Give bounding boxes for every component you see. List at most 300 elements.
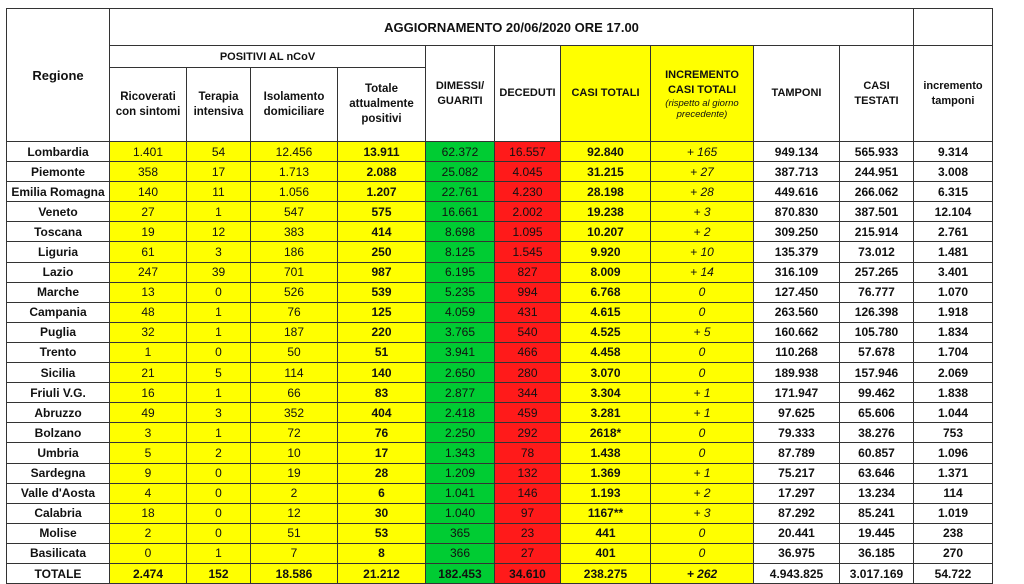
cell-casi-testati: 257.265 <box>840 262 914 282</box>
cell-isolamento: 76 <box>251 302 338 322</box>
cell-incremento-tamponi: 1.019 <box>914 503 993 523</box>
cell-casi-testati: 157.946 <box>840 363 914 383</box>
cell-tamponi: 110.268 <box>754 342 840 362</box>
cell-totale-positivi: 2.088 <box>338 162 426 182</box>
cell-totale-positivi: 539 <box>338 282 426 302</box>
cell-casi-totali: 4.458 <box>561 342 651 362</box>
cell-casi-totali: 6.768 <box>561 282 651 302</box>
cell-ricoverati: 9 <box>110 463 187 483</box>
cell-totale-positivi: 21.212 <box>338 563 426 583</box>
cell-ricoverati: 32 <box>110 322 187 342</box>
cell-deceduti: 2.002 <box>495 202 561 222</box>
table-row <box>7 403 993 423</box>
cell-isolamento: 187 <box>251 322 338 342</box>
cell-regione: Campania <box>7 302 110 322</box>
cell-incremento: + 1 <box>651 403 754 423</box>
cell-deceduti: 466 <box>495 342 561 362</box>
cell-casi-testati: 126.398 <box>840 302 914 322</box>
cell-deceduti: 1.095 <box>495 222 561 242</box>
cell-casi-testati: 60.857 <box>840 443 914 463</box>
table-row <box>7 262 993 282</box>
cell-deceduti: 431 <box>495 302 561 322</box>
cell-dimessi: 22.761 <box>426 182 495 202</box>
cell-casi-totali: 3.281 <box>561 403 651 423</box>
cell-incremento: + 2 <box>651 483 754 503</box>
header-incremento <box>651 46 754 142</box>
cell-totale-positivi: 250 <box>338 242 426 262</box>
cell-terapia: 17 <box>187 162 251 182</box>
cell-incremento-tamponi: 1.481 <box>914 242 993 262</box>
cell-casi-totali: 238.275 <box>561 563 651 583</box>
cell-totale-positivi: 125 <box>338 302 426 322</box>
cell-dimessi: 1.209 <box>426 463 495 483</box>
cell-tamponi: 87.789 <box>754 443 840 463</box>
cell-totale-positivi: 8 <box>338 543 426 563</box>
cell-dimessi: 2.877 <box>426 383 495 403</box>
cell-incremento-tamponi: 3.401 <box>914 262 993 282</box>
cell-terapia: 0 <box>187 523 251 543</box>
cell-regione: Basilicata <box>7 543 110 563</box>
cell-regione: Calabria <box>7 503 110 523</box>
cell-ricoverati: 27 <box>110 202 187 222</box>
cell-isolamento: 12.456 <box>251 142 338 162</box>
cell-casi-testati: 63.646 <box>840 463 914 483</box>
cell-ricoverati: 48 <box>110 302 187 322</box>
cell-terapia: 12 <box>187 222 251 242</box>
cell-ricoverati: 13 <box>110 282 187 302</box>
cell-tamponi: 4.943.825 <box>754 563 840 583</box>
cell-isolamento: 2 <box>251 483 338 503</box>
cell-dimessi: 365 <box>426 523 495 543</box>
cell-totale-positivi: 140 <box>338 363 426 383</box>
cell-totale-positivi: 28 <box>338 463 426 483</box>
header-terapia: Terapia intensiva <box>187 68 251 142</box>
cell-incremento-tamponi: 2.069 <box>914 363 993 383</box>
cell-ricoverati: 0 <box>110 543 187 563</box>
cell-casi-totali: 8.009 <box>561 262 651 282</box>
cell-casi-testati: 99.462 <box>840 383 914 403</box>
cell-casi-totali: 1167** <box>561 503 651 523</box>
cell-deceduti: 16.557 <box>495 142 561 162</box>
table-row <box>7 282 993 302</box>
table-row <box>7 423 993 443</box>
cell-totale-positivi: 13.911 <box>338 142 426 162</box>
cell-casi-totali: 4.525 <box>561 322 651 342</box>
cell-casi-totali: 92.840 <box>561 142 651 162</box>
cell-dimessi: 1.343 <box>426 443 495 463</box>
cell-deceduti: 459 <box>495 403 561 423</box>
cell-tamponi: 449.616 <box>754 182 840 202</box>
cell-incremento-tamponi: 238 <box>914 523 993 543</box>
cell-deceduti: 4.230 <box>495 182 561 202</box>
table-row <box>7 523 993 543</box>
cell-incremento-tamponi: 12.104 <box>914 202 993 222</box>
cell-terapia: 39 <box>187 262 251 282</box>
cell-incremento: + 3 <box>651 202 754 222</box>
cell-terapia: 1 <box>187 322 251 342</box>
table-row <box>7 483 993 503</box>
cell-isolamento: 19 <box>251 463 338 483</box>
cell-tamponi: 75.217 <box>754 463 840 483</box>
cell-tamponi: 87.292 <box>754 503 840 523</box>
cell-isolamento: 50 <box>251 342 338 362</box>
cell-totale-positivi: 53 <box>338 523 426 543</box>
cell-casi-testati: 76.777 <box>840 282 914 302</box>
cell-dimessi: 2.250 <box>426 423 495 443</box>
cell-dimessi: 5.235 <box>426 282 495 302</box>
cell-dimessi: 8.125 <box>426 242 495 262</box>
cell-incremento: + 28 <box>651 182 754 202</box>
cell-isolamento: 1.056 <box>251 182 338 202</box>
cell-isolamento: 72 <box>251 423 338 443</box>
header-ricoverati: Ricoverati con sintomi <box>110 68 187 142</box>
cell-terapia: 1 <box>187 543 251 563</box>
cell-terapia: 1 <box>187 202 251 222</box>
cell-terapia: 11 <box>187 182 251 202</box>
cell-deceduti: 292 <box>495 423 561 443</box>
header-totale-positivi: Totale attualmente positivi <box>338 68 426 142</box>
cell-ricoverati: 5 <box>110 443 187 463</box>
cell-casi-testati: 565.933 <box>840 142 914 162</box>
cell-terapia: 0 <box>187 342 251 362</box>
cell-tamponi: 79.333 <box>754 423 840 443</box>
cell-tamponi: 135.379 <box>754 242 840 262</box>
cell-casi-testati: 57.678 <box>840 342 914 362</box>
header-isolamento: Isolamento domiciliare <box>251 68 338 142</box>
cell-totale-positivi: 220 <box>338 322 426 342</box>
table-row <box>7 242 993 262</box>
cell-terapia: 1 <box>187 383 251 403</box>
header-incremento-label: INCREMENTO CASI TOTALI <box>665 68 739 96</box>
cell-incremento-tamponi: 6.315 <box>914 182 993 202</box>
cell-ricoverati: 2.474 <box>110 563 187 583</box>
table-row <box>7 383 993 403</box>
cell-regione: Abruzzo <box>7 403 110 423</box>
cell-tamponi: 20.441 <box>754 523 840 543</box>
cell-incremento: 0 <box>651 543 754 563</box>
header-dimessi: DIMESSI/ GUARITI <box>426 46 495 142</box>
cell-casi-testati: 85.241 <box>840 503 914 523</box>
cell-incremento-tamponi: 1.070 <box>914 282 993 302</box>
cell-dimessi: 3.941 <box>426 342 495 362</box>
cell-deceduti: 344 <box>495 383 561 403</box>
cell-tamponi: 36.975 <box>754 543 840 563</box>
cell-incremento-tamponi: 1.918 <box>914 302 993 322</box>
cell-incremento: + 262 <box>651 563 754 583</box>
cell-regione: Liguria <box>7 242 110 262</box>
cell-tamponi: 949.134 <box>754 142 840 162</box>
cell-dimessi: 2.650 <box>426 363 495 383</box>
cell-casi-totali: 31.215 <box>561 162 651 182</box>
cell-incremento: + 1 <box>651 463 754 483</box>
table-row <box>7 202 993 222</box>
cell-regione: Emilia Romagna <box>7 182 110 202</box>
cell-tamponi: 870.830 <box>754 202 840 222</box>
cell-dimessi: 1.041 <box>426 483 495 503</box>
cell-casi-totali: 1.193 <box>561 483 651 503</box>
cell-regione: Puglia <box>7 322 110 342</box>
cell-deceduti: 97 <box>495 503 561 523</box>
cell-totale-positivi: 414 <box>338 222 426 242</box>
cell-regione: Umbria <box>7 443 110 463</box>
cell-incremento-tamponi: 753 <box>914 423 993 443</box>
cell-casi-testati: 13.234 <box>840 483 914 503</box>
header-deceduti: DECEDUTI <box>495 46 561 142</box>
table-row <box>7 142 993 162</box>
table-row <box>7 443 993 463</box>
cell-deceduti: 280 <box>495 363 561 383</box>
cell-dimessi: 1.040 <box>426 503 495 523</box>
header-regione: Regione <box>7 9 110 142</box>
cell-incremento: + 27 <box>651 162 754 182</box>
cell-dimessi: 182.453 <box>426 563 495 583</box>
cell-casi-testati: 105.780 <box>840 322 914 342</box>
cell-deceduti: 23 <box>495 523 561 543</box>
cell-casi-testati: 266.062 <box>840 182 914 202</box>
cell-regione: Friuli V.G. <box>7 383 110 403</box>
cell-ricoverati: 18 <box>110 503 187 523</box>
cell-tamponi: 263.560 <box>754 302 840 322</box>
cell-regione: Trento <box>7 342 110 362</box>
cell-isolamento: 526 <box>251 282 338 302</box>
cell-ricoverati: 358 <box>110 162 187 182</box>
cell-tamponi: 316.109 <box>754 262 840 282</box>
cell-regione: Toscana <box>7 222 110 242</box>
cell-totale-positivi: 1.207 <box>338 182 426 202</box>
header-casi-testati: CASI TESTATI <box>840 46 914 142</box>
cell-casi-totali: 2618* <box>561 423 651 443</box>
cell-casi-testati: 215.914 <box>840 222 914 242</box>
cell-deceduti: 1.545 <box>495 242 561 262</box>
cell-ricoverati: 49 <box>110 403 187 423</box>
cell-isolamento: 547 <box>251 202 338 222</box>
cell-isolamento: 701 <box>251 262 338 282</box>
cell-regione: Marche <box>7 282 110 302</box>
cell-casi-totali: 1.438 <box>561 443 651 463</box>
cell-dimessi: 6.195 <box>426 262 495 282</box>
cell-ricoverati: 247 <box>110 262 187 282</box>
cell-isolamento: 1.713 <box>251 162 338 182</box>
cell-incremento: 0 <box>651 363 754 383</box>
cell-tamponi: 97.625 <box>754 403 840 423</box>
cell-ricoverati: 1 <box>110 342 187 362</box>
cell-isolamento: 66 <box>251 383 338 403</box>
cell-incremento: + 1 <box>651 383 754 403</box>
cell-casi-totali: 401 <box>561 543 651 563</box>
cell-casi-testati: 19.445 <box>840 523 914 543</box>
table-row <box>7 322 993 342</box>
cell-incremento-tamponi: 54.722 <box>914 563 993 583</box>
cell-dimessi: 3.765 <box>426 322 495 342</box>
cell-deceduti: 27 <box>495 543 561 563</box>
cell-terapia: 0 <box>187 282 251 302</box>
cell-incremento-tamponi: 2.761 <box>914 222 993 242</box>
cell-incremento-tamponi: 3.008 <box>914 162 993 182</box>
cell-totale-positivi: 17 <box>338 443 426 463</box>
cell-terapia: 3 <box>187 403 251 423</box>
cell-casi-testati: 65.606 <box>840 403 914 423</box>
cell-incremento-tamponi: 1.096 <box>914 443 993 463</box>
table-row <box>7 302 993 322</box>
cell-casi-testati: 387.501 <box>840 202 914 222</box>
cell-regione: Piemonte <box>7 162 110 182</box>
cell-casi-totali: 3.304 <box>561 383 651 403</box>
cell-deceduti: 146 <box>495 483 561 503</box>
cell-terapia: 1 <box>187 302 251 322</box>
cell-isolamento: 383 <box>251 222 338 242</box>
cell-incremento-tamponi: 1.834 <box>914 322 993 342</box>
cell-casi-totali: 441 <box>561 523 651 543</box>
table-row-totale <box>7 563 993 583</box>
cell-isolamento: 10 <box>251 443 338 463</box>
table-row <box>7 342 993 362</box>
table-row <box>7 363 993 383</box>
cell-incremento-tamponi: 9.314 <box>914 142 993 162</box>
cell-regione: Valle d'Aosta <box>7 483 110 503</box>
cell-totale-positivi: 83 <box>338 383 426 403</box>
cell-regione: Veneto <box>7 202 110 222</box>
cell-isolamento: 114 <box>251 363 338 383</box>
cell-isolamento: 12 <box>251 503 338 523</box>
cell-totale-positivi: 575 <box>338 202 426 222</box>
cell-incremento: + 10 <box>651 242 754 262</box>
cell-tamponi: 160.662 <box>754 322 840 342</box>
cell-ricoverati: 16 <box>110 383 187 403</box>
cell-casi-testati: 3.017.169 <box>840 563 914 583</box>
cell-dimessi: 4.059 <box>426 302 495 322</box>
cell-casi-totali: 1.369 <box>561 463 651 483</box>
cell-ricoverati: 61 <box>110 242 187 262</box>
cell-totale-positivi: 987 <box>338 262 426 282</box>
cell-incremento: + 165 <box>651 142 754 162</box>
cell-dimessi: 2.418 <box>426 403 495 423</box>
cell-casi-totali: 28.198 <box>561 182 651 202</box>
cell-incremento: + 2 <box>651 222 754 242</box>
cell-regione: Lazio <box>7 262 110 282</box>
cell-casi-testati: 244.951 <box>840 162 914 182</box>
cell-dimessi: 8.698 <box>426 222 495 242</box>
cell-incremento-tamponi: 114 <box>914 483 993 503</box>
table-row <box>7 543 993 563</box>
cell-incremento: 0 <box>651 282 754 302</box>
cell-terapia: 152 <box>187 563 251 583</box>
cell-incremento-tamponi: 1.838 <box>914 383 993 403</box>
cell-casi-totali: 19.238 <box>561 202 651 222</box>
cell-tamponi: 171.947 <box>754 383 840 403</box>
cell-casi-testati: 73.012 <box>840 242 914 262</box>
table-row <box>7 463 993 483</box>
cell-regione: Bolzano <box>7 423 110 443</box>
cell-tamponi: 309.250 <box>754 222 840 242</box>
cell-incremento-tamponi: 1.704 <box>914 342 993 362</box>
cell-regione: Sicilia <box>7 363 110 383</box>
cell-incremento-tamponi: 270 <box>914 543 993 563</box>
header-incremento-note: (rispetto al giorno precedente) <box>665 97 739 120</box>
cell-regione: Lombardia <box>7 142 110 162</box>
cell-incremento-tamponi: 1.371 <box>914 463 993 483</box>
cell-ricoverati: 2 <box>110 523 187 543</box>
cell-tamponi: 127.450 <box>754 282 840 302</box>
cell-incremento: + 3 <box>651 503 754 523</box>
cell-terapia: 0 <box>187 503 251 523</box>
cell-dimessi: 16.661 <box>426 202 495 222</box>
cell-incremento: 0 <box>651 423 754 443</box>
cell-casi-totali: 9.920 <box>561 242 651 262</box>
cell-tamponi: 17.297 <box>754 483 840 503</box>
cell-casi-testati: 36.185 <box>840 543 914 563</box>
cell-deceduti: 827 <box>495 262 561 282</box>
cell-regione: Sardegna <box>7 463 110 483</box>
cell-totale-positivi: 404 <box>338 403 426 423</box>
cell-terapia: 54 <box>187 142 251 162</box>
cell-dimessi: 62.372 <box>426 142 495 162</box>
cell-casi-totali: 4.615 <box>561 302 651 322</box>
header-casi-totali: CASI TOTALI <box>561 46 651 142</box>
cell-deceduti: 540 <box>495 322 561 342</box>
header-incremento-tamponi: incremento tamponi <box>914 46 993 142</box>
table-row <box>7 182 993 202</box>
cell-ricoverati: 4 <box>110 483 187 503</box>
cell-casi-totali: 10.207 <box>561 222 651 242</box>
cell-terapia: 0 <box>187 483 251 503</box>
header-tamponi: TAMPONI <box>754 46 840 142</box>
cell-ricoverati: 1.401 <box>110 142 187 162</box>
cell-isolamento: 51 <box>251 523 338 543</box>
cell-totale-positivi: 30 <box>338 503 426 523</box>
table-row <box>7 162 993 182</box>
cell-deceduti: 34.610 <box>495 563 561 583</box>
covid-report-sheet <box>6 8 993 584</box>
cell-totale-positivi: 76 <box>338 423 426 443</box>
table-row <box>7 222 993 242</box>
cell-incremento: 0 <box>651 302 754 322</box>
cell-isolamento: 352 <box>251 403 338 423</box>
cell-incremento-tamponi: 1.044 <box>914 403 993 423</box>
cell-ricoverati: 140 <box>110 182 187 202</box>
cell-dimessi: 366 <box>426 543 495 563</box>
cell-deceduti: 78 <box>495 443 561 463</box>
cell-terapia: 1 <box>187 423 251 443</box>
cell-incremento: 0 <box>651 443 754 463</box>
cell-dimessi: 25.082 <box>426 162 495 182</box>
cell-regione: TOTALE <box>7 563 110 583</box>
cell-terapia: 3 <box>187 242 251 262</box>
table-body <box>7 142 993 584</box>
cell-ricoverati: 21 <box>110 363 187 383</box>
regional-report-table <box>6 8 993 584</box>
cell-ricoverati: 3 <box>110 423 187 443</box>
cell-deceduti: 132 <box>495 463 561 483</box>
cell-totale-positivi: 6 <box>338 483 426 503</box>
cell-regione: Molise <box>7 523 110 543</box>
cell-incremento: 0 <box>651 523 754 543</box>
cell-incremento: + 14 <box>651 262 754 282</box>
cell-casi-totali: 3.070 <box>561 363 651 383</box>
cell-deceduti: 994 <box>495 282 561 302</box>
cell-terapia: 2 <box>187 443 251 463</box>
table-row <box>7 503 993 523</box>
title-blank-cell <box>914 9 993 46</box>
cell-tamponi: 387.713 <box>754 162 840 182</box>
cell-casi-testati: 38.276 <box>840 423 914 443</box>
cell-tamponi: 189.938 <box>754 363 840 383</box>
cell-terapia: 0 <box>187 463 251 483</box>
cell-isolamento: 186 <box>251 242 338 262</box>
report-title: AGGIORNAMENTO 20/06/2020 ORE 17.00 <box>110 9 914 46</box>
cell-incremento: + 5 <box>651 322 754 342</box>
cell-terapia: 5 <box>187 363 251 383</box>
cell-ricoverati: 19 <box>110 222 187 242</box>
